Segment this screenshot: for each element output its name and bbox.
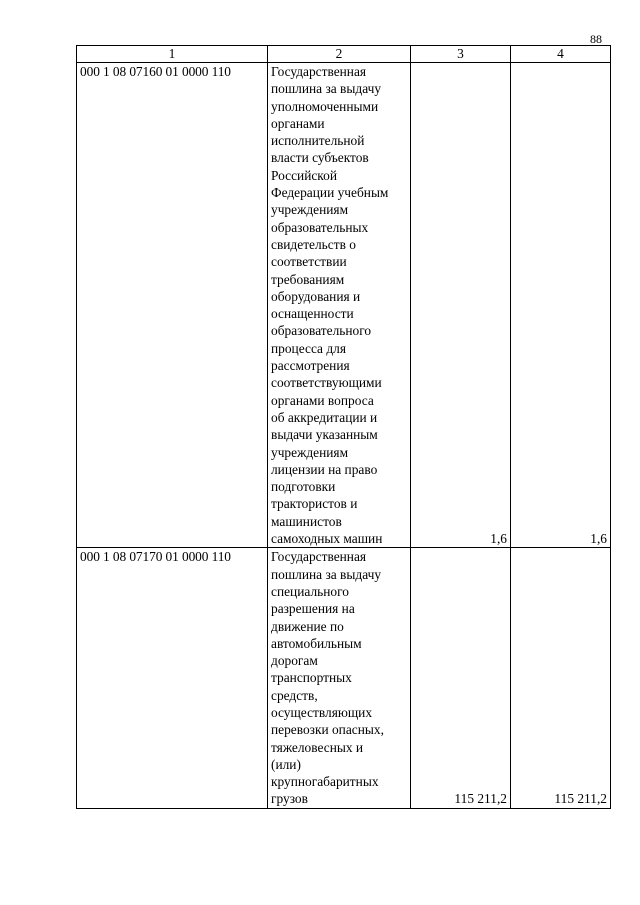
revenue-name xyxy=(268,63,411,548)
column-header: 4 xyxy=(511,46,611,63)
revenue-name-line: образовательного xyxy=(271,323,372,339)
revenue-name-line: власти субъектов xyxy=(271,150,369,166)
revenue-name-line: пошлина за выдачу xyxy=(271,566,382,582)
revenue-name xyxy=(268,548,411,808)
revenue-name-line: процесса для xyxy=(271,340,346,356)
revenue-name-line: транспортных xyxy=(271,670,352,686)
column-header: 1 xyxy=(77,46,268,63)
revenue-name-line: выдачи указанным xyxy=(271,427,378,443)
column-header: 2 xyxy=(268,46,411,63)
revenue-name-line: свидетельств о xyxy=(271,236,356,252)
revenue-name-line: об аккредитации и xyxy=(271,409,378,425)
revenue-name-line: средств, xyxy=(271,687,318,703)
revenue-name-line: трактористов и xyxy=(271,496,358,512)
revenue-name-line: дорогам xyxy=(271,653,318,669)
revenue-name-line: Государственная xyxy=(271,549,367,565)
revenue-name-line: разрешения на xyxy=(271,601,355,617)
revenue-name-line: Государственная xyxy=(271,64,367,79)
revenue-name-line: учреждениям xyxy=(271,202,349,218)
amount-col4: 1,6 xyxy=(511,63,611,548)
table-header-row xyxy=(77,46,611,63)
revenue-name-line: оборудования и xyxy=(271,288,361,304)
revenue-name-line: грузов xyxy=(271,791,308,807)
column-header: 3 xyxy=(411,46,511,63)
revenue-name-line: соответствии xyxy=(271,254,347,270)
classification-code: 000 1 08 07170 01 0000 110 xyxy=(77,548,268,808)
table-row xyxy=(77,548,611,808)
revenue-name-line: (или) xyxy=(271,756,301,772)
revenue-name-line: соответствующими xyxy=(271,375,382,391)
amount-col3: 115 211,2 xyxy=(411,548,511,808)
revenue-name-line: тяжеловесных и xyxy=(271,739,364,755)
revenue-name-line: движение по xyxy=(271,618,344,634)
budget-table xyxy=(76,45,611,809)
revenue-name-line: требованиям xyxy=(271,271,345,287)
classification-code: 000 1 08 07160 01 0000 110 xyxy=(77,63,268,548)
revenue-name-line: исполнительной xyxy=(271,133,365,149)
revenue-name-line: крупногабаритных xyxy=(271,774,379,790)
revenue-name-line: Федерации учебным xyxy=(271,185,389,201)
revenue-name-line: рассмотрения xyxy=(271,358,350,374)
revenue-name-line: лицензии на право xyxy=(271,461,378,477)
revenue-name-line: подготовки xyxy=(271,479,336,495)
revenue-name-line: уполномоченными xyxy=(271,98,379,114)
revenue-name-line: Российской xyxy=(271,167,337,183)
page-number: 88 xyxy=(590,32,602,46)
revenue-name-line: перевозки опасных, xyxy=(271,722,384,738)
revenue-name-line: самоходных машин xyxy=(271,531,383,547)
revenue-name-line: образовательных xyxy=(271,219,369,235)
revenue-name-line: специального xyxy=(271,583,349,599)
revenue-name-line: органами xyxy=(271,115,325,131)
revenue-name-line: автомобильным xyxy=(271,635,362,651)
amount-col3: 1,6 xyxy=(411,63,511,548)
revenue-name-line: органами вопроса xyxy=(271,392,374,408)
revenue-name-line: осуществляющих xyxy=(271,704,373,720)
amount-col4: 115 211,2 xyxy=(511,548,611,808)
table-row xyxy=(77,63,611,548)
revenue-name-line: машинистов xyxy=(271,513,342,529)
revenue-name-line: оснащенности xyxy=(271,306,354,322)
revenue-name-line: пошлина за выдачу xyxy=(271,81,382,97)
revenue-name-line: учреждениям xyxy=(271,444,349,460)
